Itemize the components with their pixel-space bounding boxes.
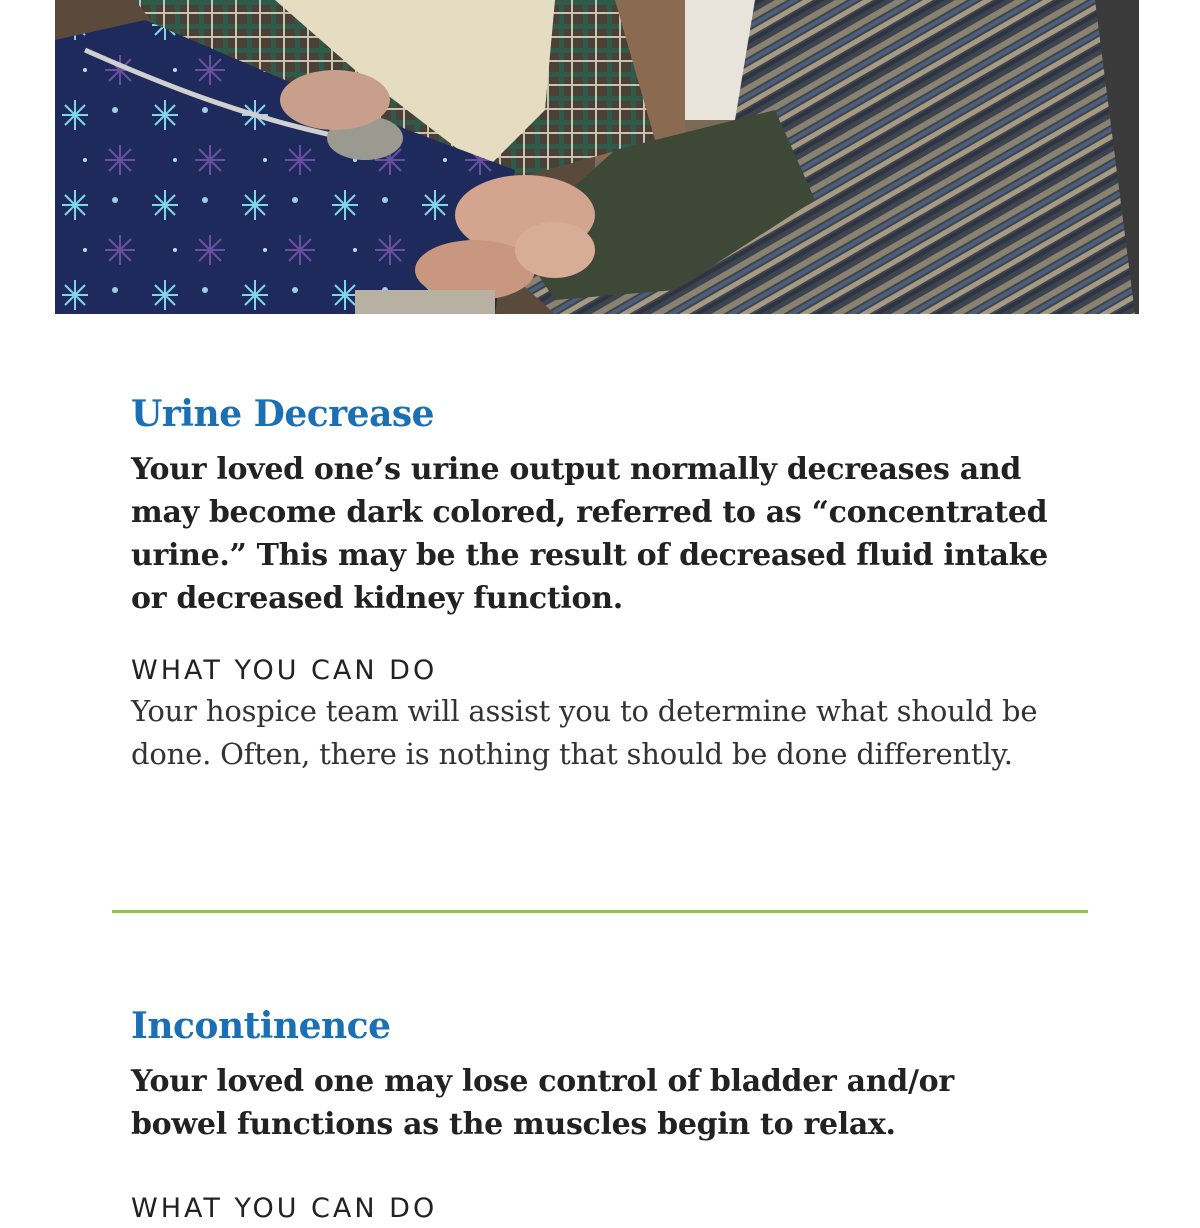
section-title: Urine Decrease	[131, 393, 435, 435]
section-body-paragraph: Your hospice team will assist you to determine what should be done. Often, there is nothing that should be done differently.	[131, 694, 1038, 771]
section-urine-decrease	[131, 392, 1051, 776]
section-lead-paragraph: Your loved one may lose control of bladder and/or bowel functions as the muscles begin to relax.	[131, 1064, 954, 1142]
section-title: Incontinence	[131, 1005, 391, 1047]
what-you-can-do-subhead: WHAT YOU CAN DO	[131, 655, 438, 686]
what-you-can-do-subhead: WHAT YOU CAN DO	[131, 1193, 438, 1224]
section-incontinence	[131, 1004, 1051, 1228]
section-divider	[112, 910, 1088, 913]
section-lead-paragraph: Your loved one’s urine output normally decreases and may become dark colored, referred to as “concentrated urine.” This may be the result of decreased fluid intake or decreased kidney function.	[131, 452, 1048, 616]
hero-photo-caregiver-holding-hands	[55, 0, 1139, 314]
